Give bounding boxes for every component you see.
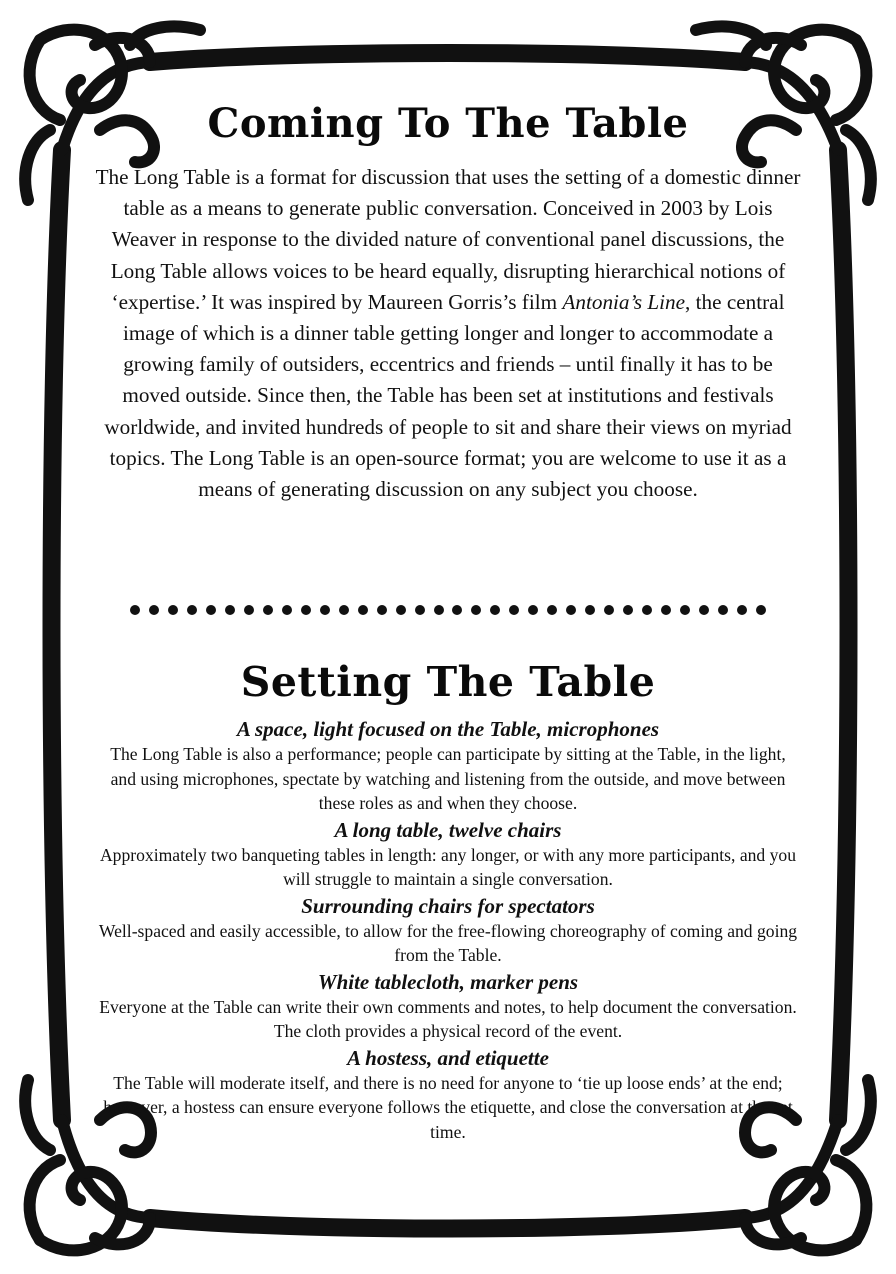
divider-dot — [680, 605, 690, 615]
item-heading: A hostess, and etiquette — [347, 1045, 549, 1070]
divider-dot — [661, 605, 671, 615]
divider-dot — [263, 605, 273, 615]
divider-dot — [642, 605, 652, 615]
divider-dot — [547, 605, 557, 615]
divider-dot — [566, 605, 576, 615]
divider-dot — [528, 605, 538, 615]
intro-text-before: The Long Table is a format for discussion that uses the setting of a domestic dinner table as a means to generate public conversation. Conceived in 2003 by Lois Weaver in response to the divided nature of conventional panel discussions, the Long Table allows voices to be heard equally, disrupting hierarchical notions of ‘expertise.’ It was inspired by Maureen Gorris’s film — [95, 165, 801, 314]
divider-dot — [149, 605, 159, 615]
divider-dot — [604, 605, 614, 615]
divider-dot — [756, 605, 766, 615]
dotted-divider — [130, 600, 766, 620]
setup-item — [96, 1045, 800, 1145]
border-right — [838, 150, 849, 1120]
item-description: Everyone at the Table can write their own comments and notes, to help document the conversation. The cloth provides a physical record of the event. — [99, 996, 797, 1041]
divider-dot — [130, 605, 140, 615]
divider-dot — [434, 605, 444, 615]
item-heading: A space, light focused on the Table, microphones — [236, 717, 660, 741]
divider-dot — [585, 605, 595, 615]
divider-dot — [206, 605, 216, 615]
divider-dot — [377, 605, 387, 615]
section-title: Setting The Table — [240, 658, 656, 706]
intro-text-after: , the central image of which is a dinner table getting longer and longer to accommodate a growing family of outsiders, eccentrics and friends – until finally it has to be moved outside. Since then, the Table has been set at institutions and festivals worldwide, and invited hundreds of people to sit and share their views on myriad topics. The Long Table is an open-source format; you are welcome to use it as a means of generating discussion on any subject you choose. — [104, 289, 792, 502]
item-heading: Surrounding chairs for spectators — [301, 893, 595, 918]
divider-dot — [452, 605, 462, 615]
divider-dot — [415, 605, 425, 615]
divider-dot — [490, 605, 500, 615]
setup-item — [96, 969, 800, 1044]
divider-dot — [396, 605, 406, 615]
border-top — [150, 53, 745, 62]
item-description: The Table will moderate itself, and there is no need for anyone to ‘tie up loose ends’ at the end; however, a hostess can ensure everyone follows the etiquette, and close the conversation at the set time. — [103, 1072, 793, 1142]
divider-dot — [320, 605, 330, 615]
border-bottom — [150, 1218, 745, 1229]
item-heading: White tablecloth, marker pens — [317, 969, 579, 994]
item-description: Well-spaced and easily accessible, to allow for the free-flowing choreography of coming and going from the Table. — [98, 920, 798, 965]
divider-dot — [244, 605, 254, 615]
item-heading: A long table, twelve chairs — [334, 817, 562, 842]
page-title: Coming To The Table — [207, 100, 689, 147]
setup-item — [96, 716, 800, 816]
divider-dot — [509, 605, 519, 615]
divider-dot — [699, 605, 709, 615]
divider-dot — [168, 605, 178, 615]
setup-item — [96, 893, 800, 968]
border-left — [52, 150, 63, 1120]
intro-paragraph — [92, 162, 804, 505]
item-description: The Long Table is also a performance; people can participate by sitting at the Table, in the light, and using microphones, spectate by watching and listening from the outside, and move between these roles as and when they choose. — [110, 744, 786, 813]
divider-dot — [471, 605, 481, 615]
divider-dot — [623, 605, 633, 615]
divider-dot — [718, 605, 728, 615]
setup-item — [96, 817, 800, 892]
divider-dot — [358, 605, 368, 615]
divider-dot — [282, 605, 292, 615]
setup-list — [96, 716, 800, 1145]
film-title: Antonia’s Line — [562, 289, 686, 314]
item-description: Approximately two banqueting tables in length: any longer, or with any more participants, and you will struggle to maintain a single conversation. — [99, 844, 797, 889]
divider-dot — [339, 605, 349, 615]
divider-dot — [187, 605, 197, 615]
divider-dot — [225, 605, 235, 615]
divider-dot — [737, 605, 747, 615]
divider-dot — [301, 605, 311, 615]
